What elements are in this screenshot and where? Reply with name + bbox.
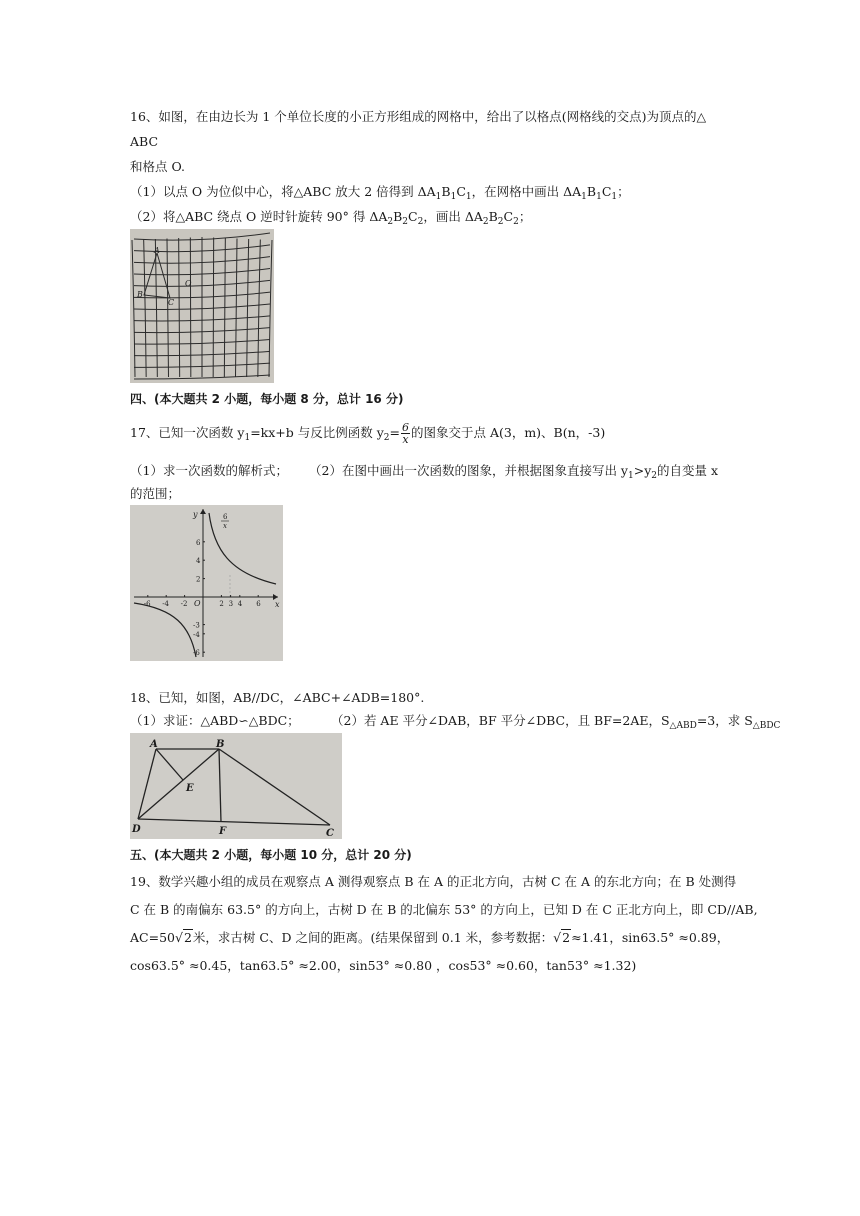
y-tick-label: 4: [196, 557, 201, 566]
x-tick-label: -6: [143, 600, 151, 608]
section-4-heading: 四、(本大题共 2 小题，每小题 8 分，总计 16 分): [130, 392, 404, 406]
q16-part1: （1）以点 O 为位似中心，将△ABC 放大 2 倍得到 $\Delta A_1B_1C_1$，在网格中画出 $\Delta A_1B_1C_1$；: [130, 184, 630, 202]
q19-line4: cos63.5° ≈0.45，tan63.5° ≈2.00，sin53° ≈0.80 ，cos53° ≈0.60，tan53° ≈1.32): [130, 958, 637, 973]
trap-label-e: E: [186, 783, 194, 794]
x-tick-label: 4: [237, 600, 243, 608]
q17-fraction: $\frac{6}{x}$: [402, 421, 409, 446]
q17-part1: （1）求一次函数的解析式；: [130, 463, 288, 478]
graph-label-y: y: [193, 510, 198, 519]
q16-line2: ABC: [130, 134, 159, 149]
graph-label-x: x: [275, 600, 280, 609]
section-5-heading: 五、(本大题共 2 小题，每小题 10 分，总计 20 分): [130, 848, 412, 862]
trap-label-f: F: [219, 826, 227, 837]
trap-label-c: C: [326, 828, 334, 839]
grid-label-b: B: [137, 290, 143, 299]
q18-trapezoid-figure: [130, 733, 342, 839]
grid-label-o: O: [185, 279, 192, 288]
grid-label-c: C: [168, 298, 175, 307]
graph-curve-label-den: x: [223, 522, 227, 530]
grid-line-vertical: [213, 238, 214, 378]
q16-grid-figure: [130, 229, 274, 383]
x-tick-label: 6: [256, 600, 261, 608]
y-tick-label: -6: [193, 649, 200, 658]
y-tick-label: -4: [193, 630, 200, 639]
trap-label-b: B: [216, 739, 225, 750]
q16-part2: （2）将△ABC 绕点 O 逆时针旋转 90° 得 $\Delta A_2B_2C_2$，画出 $\Delta A_2B_2C_2$；: [130, 209, 532, 227]
grid-line-vertical: [190, 238, 191, 378]
q17-part2: （2）在图中画出一次函数的图象，并根据图象直接写出 $y_1>y_2$的自变量 x: [309, 463, 719, 481]
sqrt-2: √2: [174, 930, 192, 945]
x-tick-label: -2: [180, 600, 188, 608]
q19-line3: AC=50√2米，求古树 C、D 之间的距离。(结果保留到 0.1 米，参考数据：√2≈1.41，sin63.5° ≈0.89，: [130, 930, 730, 945]
graph-label-origin: O: [194, 599, 201, 608]
y-tick-label: 2: [196, 575, 201, 584]
x-tick-label: -4: [162, 600, 170, 608]
graph-curve-label-num: 6: [223, 513, 228, 521]
q18-line1: 18、已知，如图，AB//DC，∠ABC+∠ADB=180°.: [130, 690, 425, 705]
q19-line2: C 在 B 的南偏东 63.5° 的方向上，古树 D 在 B 的北偏东 53° 的方向上，已知 D 在 C 正北方向上，即 CD//AB,: [130, 902, 758, 917]
x-tick-label: 2: [219, 600, 224, 608]
q17-graph-figure: [130, 505, 283, 661]
q18-part1: （1）求证：△ABD∽△BDC；: [130, 713, 300, 728]
trap-label-d: D: [132, 824, 141, 835]
q16-line3: 和格点 O.: [130, 159, 185, 174]
y-tick-label: 6: [196, 538, 201, 547]
q19-line1: 19、数学兴趣小组的成员在观察点 A 测得观察点 B 在 A 的正北方向，古树 C 在 A 的东北方向；在 B 处测得: [130, 874, 737, 889]
sqrt-2-ref: √2: [553, 930, 571, 945]
q16-line1: 16、如图，在由边长为 1 个单位长度的小正方形组成的网格中，给出了以格点(网格线的交点)为顶点的△: [130, 109, 707, 124]
y-tick-label: -3: [193, 621, 200, 630]
grid-label-a: A: [154, 246, 160, 255]
x-tick-label: 3: [228, 600, 234, 608]
q17-line1: 17、已知一次函数 $y_1=kx+b$ 与反比例函数 $y_2=$ $\frac{6}{x}$ 的图象交于点 A(3，m)、B(n，-3): [130, 421, 606, 446]
q17-part2-cont: 的范围；: [130, 486, 181, 501]
q18-part2: （2）若 AE 平分∠DAB，BF 平分∠DBC，且 BF=2AE，$S_{\triangle ABD}=3$，求 $S_{\triangle BDC}$: [331, 713, 781, 731]
trap-label-a: A: [150, 739, 158, 750]
